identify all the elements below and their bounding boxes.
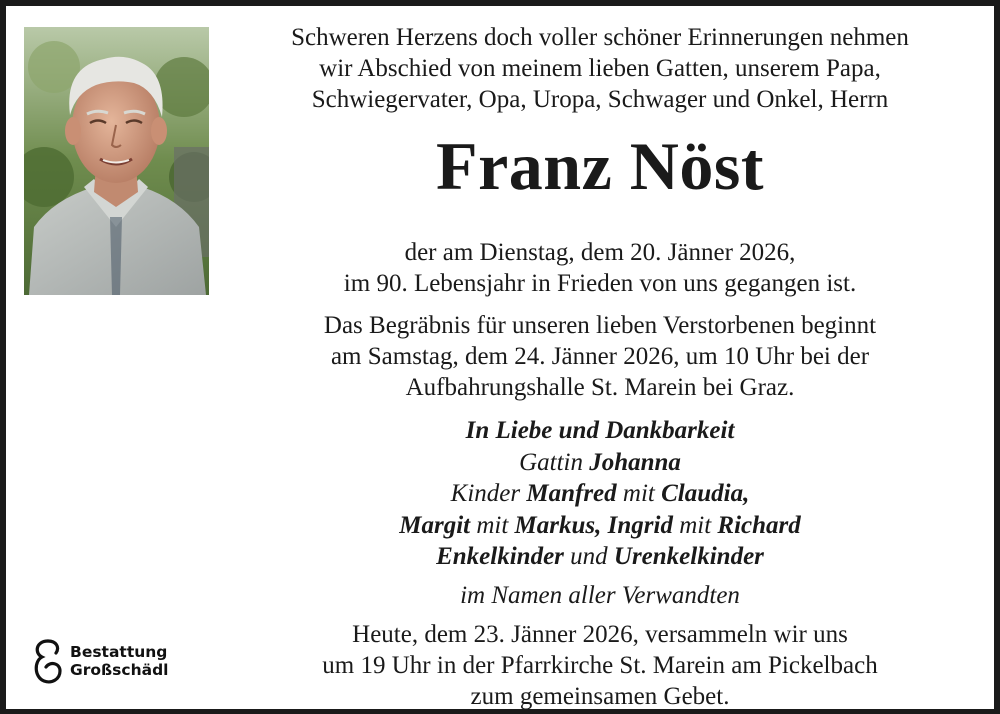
partner-name: Richard <box>717 511 801 539</box>
funeral-home-logo-icon <box>30 637 66 687</box>
death-line: der am Dienstag, dem 20. Jänner 2026, <box>404 239 796 266</box>
funeral-line: Aufbahrungshalle St. Marein bei Graz. <box>405 374 795 401</box>
connector: mit <box>470 511 515 539</box>
funeral-line: Das Begräbnis für unseren lieben Verstorbenen beginnt <box>323 312 877 339</box>
child-name: Manfred <box>526 480 617 507</box>
prayer-line: um 19 Uhr in der Pfarrkirche St. Marein am Pickelbach <box>322 651 878 679</box>
prayer-paragraph <box>230 619 970 712</box>
family-grandchildren <box>230 541 970 573</box>
connector: mit <box>616 480 662 507</box>
wife-prefix: Gattin <box>519 448 590 476</box>
deceased-name: Franz Nöst <box>436 128 764 204</box>
logo-line-2: Großschädl <box>70 661 169 679</box>
intro-line: Schweren Herzens doch voller schöner Erinnerungen nehmen <box>291 24 909 51</box>
death-paragraph <box>230 237 970 299</box>
child-name: Margit <box>399 511 471 539</box>
funeral-paragraph <box>230 310 970 403</box>
grandchildren: Enkelkinder <box>436 543 564 570</box>
family-section <box>230 415 970 573</box>
intro-line: Schwiegervater, Opa, Uropa, Schwager und Onkel, Herrn <box>311 86 889 113</box>
family-motto: In Liebe und Dankbarkeit <box>465 417 735 444</box>
death-line: im 90. Lebensjahr in Frieden von uns gegangen ist. <box>343 270 857 297</box>
family-children-2 <box>230 510 970 542</box>
intro-line: wir Abschied von meinem lieben Gatten, unserem Papa, <box>319 55 881 82</box>
partner-name: Markus, <box>514 511 602 539</box>
relatives-line: im Namen aller Verwandten <box>460 581 740 609</box>
prayer-line: zum gemeinsamen Gebet. <box>470 682 730 710</box>
family-wife <box>230 447 970 479</box>
funeral-home-logo <box>30 637 190 687</box>
notice-text <box>230 22 970 712</box>
portrait-photo <box>24 27 209 295</box>
funeral-home-name <box>70 643 168 679</box>
children-prefix: Kinder <box>450 480 527 507</box>
prayer-line: Heute, dem 23. Jänner 2026, versammeln wir uns <box>352 620 848 648</box>
logo-line-1: Bestattung <box>70 643 168 661</box>
funeral-line: am Samstag, dem 24. Jänner 2026, um 10 Uhr bei der <box>330 343 870 370</box>
connector: und <box>563 543 614 570</box>
partner-name: Claudia, <box>661 480 750 507</box>
family-children-1 <box>230 478 970 510</box>
child-name: Ingrid <box>601 511 673 539</box>
connector: mit <box>672 511 718 539</box>
wife-name: Johanna <box>589 448 681 476</box>
intro-paragraph <box>230 22 970 115</box>
great-grandchildren: Urenkelkinder <box>613 543 764 570</box>
